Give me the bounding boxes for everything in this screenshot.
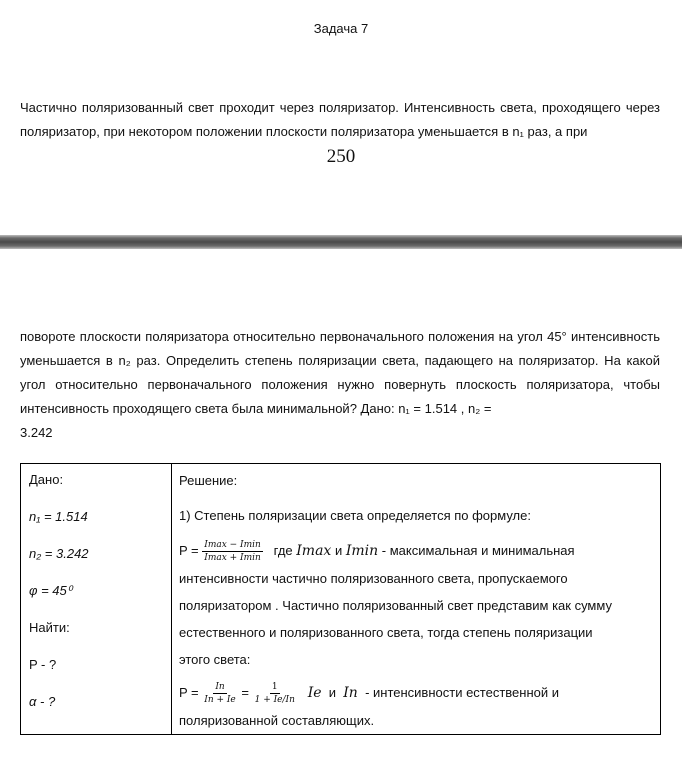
imax-symbol: Imax (296, 543, 332, 559)
desc1-text: - максимальная и минимальная (381, 543, 575, 558)
formula1-denominator: Imax + Imin (204, 553, 261, 564)
formula2-fraction1 (202, 681, 238, 706)
page-separator (0, 235, 682, 249)
formula1-fraction (202, 539, 263, 564)
solution-line2: интенсивности частично поляризованного света, пропускаемого (179, 571, 568, 586)
formula2-lhs: P = (179, 685, 199, 700)
solution-line6: поляризованной составляющих. (179, 713, 375, 728)
where-word: где (273, 543, 293, 558)
page-number: 250 (326, 146, 356, 167)
solution-column (172, 464, 661, 735)
solution-line5: этого света: (179, 652, 251, 667)
solution-step1: 1) Степень поляризации света определяется по формуле: (179, 508, 531, 523)
solution-table (20, 463, 661, 735)
ie-symbol: Iе (307, 685, 322, 701)
problem-text-part2 (20, 325, 660, 445)
problem-text-part1: Частично поляризованный свет проходит через поляризатор. Интенсивность света, проходящего через поляризатор, при некотором положении плоскости поляризатора уменьшается в n₁ раз, а при (20, 100, 660, 139)
given-n2: n₂ = 3.242 (29, 546, 89, 561)
formula2-numerator2: 1 (271, 682, 278, 693)
formula2-numerator: Iп (215, 682, 225, 693)
ip-symbol: Iп (343, 685, 358, 701)
and-word: и (334, 543, 343, 558)
formula-component-ratio (179, 679, 660, 707)
find-alpha: α - ? (29, 694, 56, 709)
find-P: P - ? (29, 657, 57, 672)
solution-line4: естественного и поляризованного света, тогда степень поляризации (179, 625, 593, 640)
given-column (21, 464, 172, 735)
given-n1: n₁ = 1.514 (29, 509, 88, 524)
formula2-fraction2 (253, 681, 297, 706)
solution-line3: поляризатором . Частично поляризованный свет представим как сумму (179, 598, 612, 613)
given-phi: φ = 45⁰ (29, 583, 72, 598)
find-header: Найти: (29, 620, 70, 635)
and-word-2: и (328, 685, 337, 700)
desc2-text: - интенсивности естественной и (365, 685, 560, 700)
formula2-denominator: Iп + Iе (204, 695, 236, 706)
problem-text-tail: 3.242 (20, 425, 53, 440)
solution-header: Решение: (179, 473, 238, 488)
formula2-denominator2: 1 + Iе/Iп (254, 695, 295, 706)
task-title: Задача 7 (313, 21, 369, 36)
given-header: Дано: (29, 472, 64, 487)
formula1-numerator: Imax − Imin (204, 540, 261, 551)
imin-symbol: Imin (345, 543, 379, 559)
formula-degree-polarization (179, 537, 660, 565)
formula2-equals: = (241, 685, 249, 700)
formula1-lhs: P = (179, 543, 199, 558)
problem-text-body: повороте плоскости поляризатора относительно первоначального положения на угол 45° интенсивность уменьшается в n₂ раз. Определить степень поляризации света, падающего на поляризатор. На какой угол относительно первоначального положения нужно повернуть плоскость поляризатора, чтобы интенсивность проходящего света была минимальной? Дано: n₁ = 1.514 , n₂ = (20, 329, 660, 416)
